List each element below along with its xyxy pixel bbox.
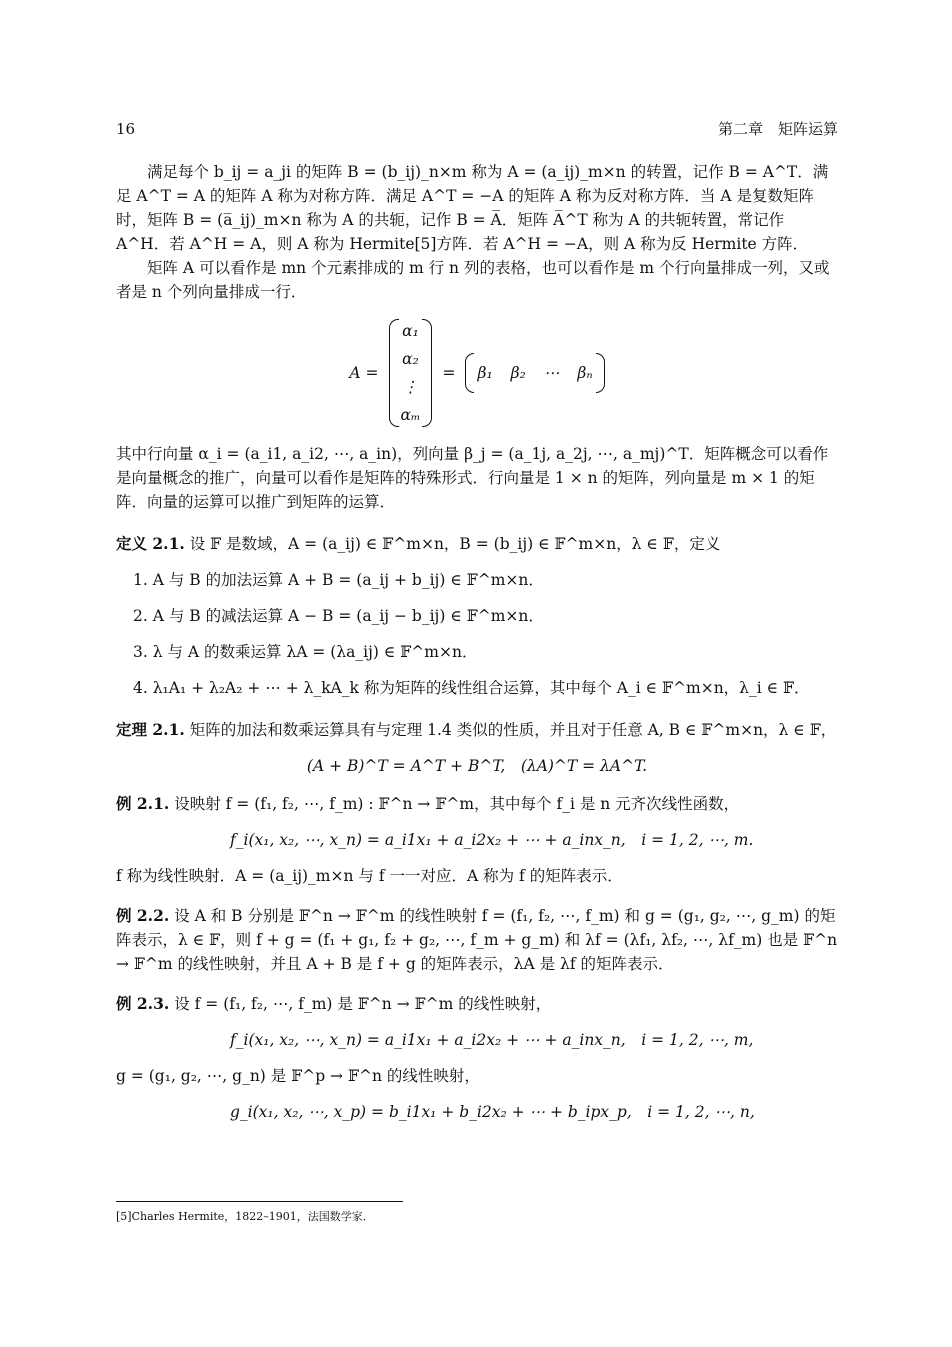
definition-item: 3. λ 与 A 的数乘运算 λA = (λa_ij) ∈ 𝔽^m×n． [133, 643, 478, 661]
theorem-2-1 [116, 718, 838, 742]
column-entry: αₘ [400, 406, 421, 424]
example-formula: f_i(x₁, x₂, ⋯, x_n) = a_i1x₁ + a_i2x₂ + ⋯ + a_inx_n, i = 1, 2, ⋯, m, [230, 1031, 754, 1049]
paragraph-table: 矩阵 A 可以看作是 mn 个元素排成的 m 行 n 列的表格，也可以看作是 m 个行向量排成一列，又或者是 n 个列向量排成一行． [116, 259, 830, 301]
column-entry: α₂ [402, 350, 419, 368]
theorem-label: 定理 2.1. [116, 720, 185, 739]
example-formula: g_i(x₁, x₂, ⋯, x_p) = b_i1x₁ + b_i2x₂ + ⋯ + b_ipx_p, i = 1, 2, ⋯, n, [230, 1103, 755, 1121]
definition-label: 定义 2.1. [116, 534, 185, 553]
row-entry: β₂ [510, 364, 526, 382]
page-number: 16 [116, 120, 136, 138]
column-vector [389, 319, 433, 427]
example-text: g = (g₁, g₂, ⋯, g_n) 是 𝔽^p → 𝔽^n 的线性映射， [116, 1067, 480, 1085]
example-2-2 [116, 904, 838, 976]
definition-item: 2. A 与 B 的减法运算 A − B = (a_ij − b_ij) ∈ 𝔽^m×n． [133, 607, 544, 625]
definition-item: 4. λ₁A₁ + λ₂A₂ + ⋯ + λ_kA_k 称为矩阵的线性组合运算，其中每个 A_i ∈ 𝔽^m×n，λ_i ∈ 𝔽． [133, 679, 810, 697]
footnote: [5]Charles Hermite，1822–1901，法国数学家． [116, 1210, 374, 1223]
example-conclusion: f 称为线性映射．A = (a_ij)_m×n 与 f 一一对应．A 称为 f 的矩阵表示． [116, 867, 623, 885]
paragraph-transpose: 满足每个 b_ij = a_ji 的矩阵 B = (b_ij)_n×m 称为 A = (a_ij)_m×n 的转置，记作 B = A^T．满足 A^T = A 的矩阵 A 称为对称方阵．满足 A^T = −A 的矩阵 A 称为反对称方阵．当 A 是复数矩阵时，矩阵 B = (a̅_ij)_m×n 称为 A 的共轭，记作 B = A̅．矩阵 A̅^T 称为 A 的共轭转置，常记作 A^H．若 A^H = A，则 A 称为 Hermite[5]方阵．若 A^H = −A，则 A 称为反 Hermite 方阵． [116, 163, 829, 253]
equals-sign: = [442, 364, 456, 382]
matrix-equation [116, 314, 838, 432]
example-text: 设 A 和 B 分别是 𝔽^n → 𝔽^m 的线性映射 f = (f₁, f₂, ⋯, f_m) 和 g = (g₁, g₂, ⋯, g_m) 的矩阵表示，λ ∈ 𝔽，则 f + g = (f₁ + g₁, f₂ + g₂, ⋯, f_m + g_m) 和 λf = (λf₁, λf₂, ⋯, λf_m) 也是 𝔽^n → 𝔽^m 的线性映射，并且 A + B 是 f + g 的矩阵表示，λA 是 λf 的矩阵表示． [116, 907, 838, 973]
example-label: 例 2.2. [116, 906, 170, 925]
page-header [116, 118, 838, 139]
page-body [116, 160, 838, 1136]
theorem-formula: (A + B)^T = A^T + B^T, (λA)^T = λA^T. [306, 757, 648, 775]
example-text: 设映射 f = (f₁, f₂, ⋯, f_m) : 𝔽^n → 𝔽^m，其中每个 f_i 是 n 元齐次线性函数， [174, 795, 740, 813]
row-entry: β₁ [477, 364, 493, 382]
example-2-3 [116, 992, 838, 1016]
definition-2-1 [116, 532, 838, 556]
definition-item: 1. A 与 B 的加法运算 A + B = (a_ij + b_ij) ∈ 𝔽^m×n． [133, 571, 544, 589]
example-2-1 [116, 792, 838, 816]
theorem-text: 矩阵的加法和数乘运算具有与定理 1.4 类似的性质，并且对于任意 A, B ∈ 𝔽^m×n，λ ∈ 𝔽， [189, 721, 837, 739]
example-formula: f_i(x₁, x₂, ⋯, x_n) = a_i1x₁ + a_i2x₂ + ⋯ + a_inx_n, i = 1, 2, ⋯, m. [230, 831, 754, 849]
chapter-title: 第二章 矩阵运算 [717, 120, 838, 138]
column-entry: α₁ [402, 322, 419, 340]
example-label: 例 2.3. [116, 994, 170, 1013]
example-text: 设 f = (f₁, f₂, ⋯, f_m) 是 𝔽^n → 𝔽^m 的线性映射， [174, 995, 552, 1013]
matrix-lhs: A = [349, 364, 379, 382]
row-entry: βₙ [577, 364, 593, 382]
definition-intro: 设 𝔽 是数域，A = (a_ij) ∈ 𝔽^m×n，B = (b_ij) ∈ 𝔽^m×n，λ ∈ 𝔽，定义 [189, 535, 721, 553]
row-vector [465, 357, 604, 389]
row-entry: ⋯ [543, 364, 560, 382]
paragraph-vectors: 其中行向量 α_i = (a_i1, a_i2, ⋯, a_in)，列向量 β_j = (a_1j, a_2j, ⋯, a_mj)^T．矩阵概念可以看作是向量概念的推广，向量可以看作是矩阵的特殊形式．行向量是 1 × n 的矩阵，列向量是 m × 1 的矩阵．向量的运算可以推广到矩阵的运算． [116, 445, 829, 511]
footnote-divider [116, 1201, 403, 1202]
column-entry: ⋮ [402, 378, 419, 396]
example-label: 例 2.1. [116, 794, 170, 813]
